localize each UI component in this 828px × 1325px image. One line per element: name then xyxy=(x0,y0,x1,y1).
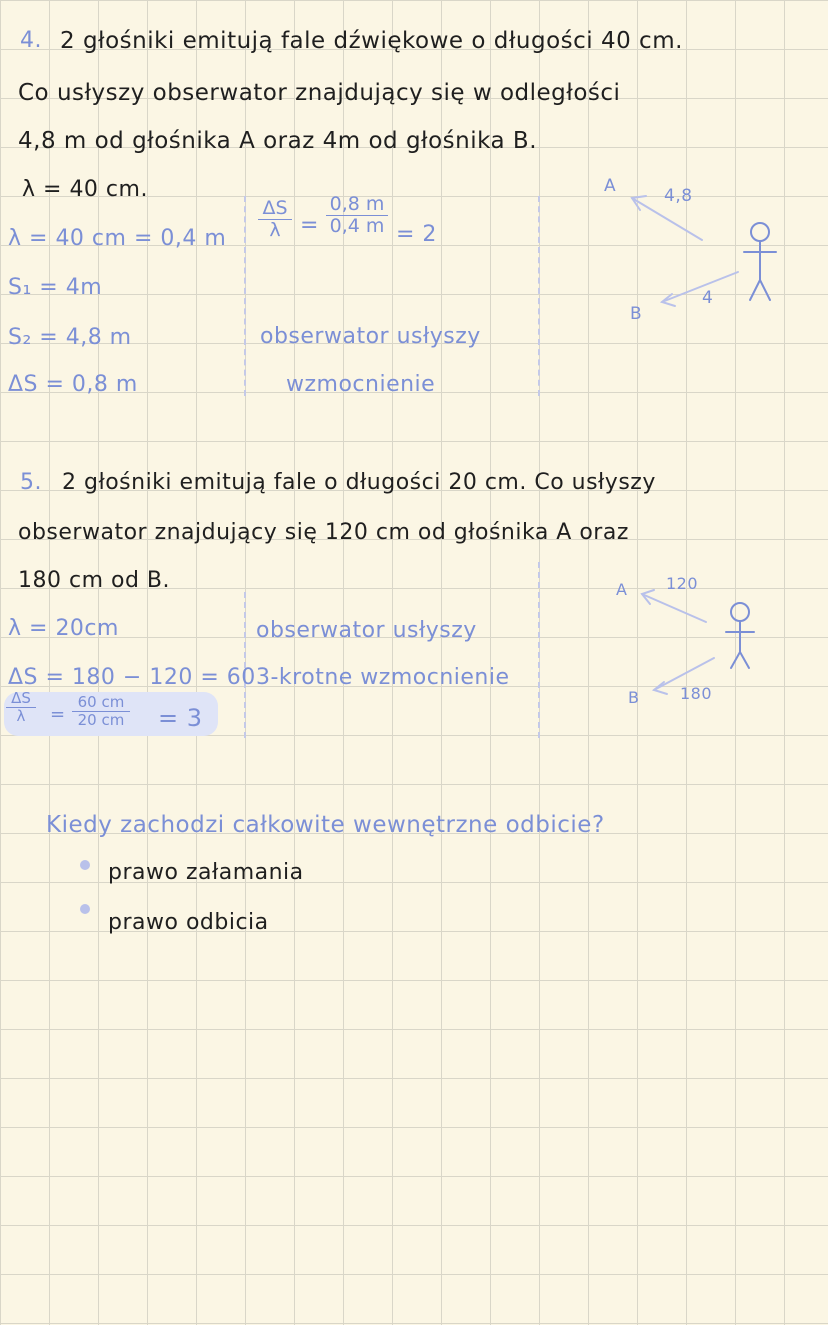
task4-label-a: A xyxy=(604,176,617,196)
task4-result: = 2 xyxy=(396,222,437,247)
task4-ds: ΔS = 0,8 m xyxy=(8,372,138,397)
task4-value-num: 0,8 m xyxy=(326,194,388,216)
task4-dist-a: 4,8 xyxy=(664,186,693,206)
task5-line1: 2 głośniki emitują fale o długości 20 cm. Co usłyszy xyxy=(62,470,656,495)
task4-value-den: 0,4 m xyxy=(329,214,385,237)
task4-ratio xyxy=(258,198,292,241)
task4-ratio-eq: = xyxy=(300,213,319,238)
task4-line3: 4,8 m od głośnika A oraz 4m od głośnika B. xyxy=(18,128,538,154)
task5-lambda: λ = 20cm xyxy=(8,616,119,641)
task5-value-num: 60 cm xyxy=(72,694,130,712)
question-bullet-1: prawo załamania xyxy=(108,860,304,885)
task4-value xyxy=(326,194,388,237)
task4-conclusion-2: wzmocnienie xyxy=(286,372,436,397)
task4-s2: S₂ = 4,8 m xyxy=(8,325,132,350)
task4-conclusion-1: obserwator usłyszy xyxy=(260,324,481,349)
task5-dist-b: 180 xyxy=(680,684,713,703)
task4-line2: Co usłyszy obserwator znajdujący się w odległości xyxy=(18,80,621,106)
task4-number: 4. xyxy=(20,28,42,53)
task5-number: 5. xyxy=(20,470,42,495)
bullet-icon xyxy=(80,904,90,914)
task4-label-b: B xyxy=(630,304,643,324)
task4-lambda: λ = 40 cm = 0,4 m xyxy=(8,226,227,251)
task5-result: = 3 xyxy=(158,704,203,732)
task5-dist-a: 120 xyxy=(666,574,699,593)
task5-conclusion-2: 3-krotne wzmocnienie xyxy=(256,665,510,690)
task4-divider-left xyxy=(244,196,246,396)
task4-ratio-den: λ xyxy=(269,218,281,241)
task4-ratio-num: ΔS xyxy=(258,198,292,220)
task5-ratio-den: λ xyxy=(16,706,26,725)
bullet-icon xyxy=(80,860,90,870)
task5-divider-right xyxy=(538,562,540,738)
task5-label-a: A xyxy=(616,580,628,599)
task5-stick-figure xyxy=(726,603,754,668)
task4-s1: S₁ = 4m xyxy=(8,275,103,300)
task5-line2: obserwator znajdujący się 120 cm od głośnika A oraz xyxy=(18,520,629,545)
question-bullet-2: prawo odbicia xyxy=(108,910,269,935)
task5-ratio xyxy=(6,690,36,724)
task5-value xyxy=(72,694,130,728)
task4-stick-figure xyxy=(744,223,776,300)
task5-label-b: B xyxy=(628,688,640,707)
task5-line3: 180 cm od B. xyxy=(18,568,171,593)
task4-dist-b: 4 xyxy=(702,288,714,308)
task5-ratio-num: ΔS xyxy=(6,690,36,708)
task5-ds: ΔS = 180 − 120 = 60 xyxy=(8,665,256,690)
task5-ratio-eq: = xyxy=(50,704,66,725)
question-title: Kiedy zachodzi całkowite wewnętrzne odbicie? xyxy=(46,812,605,838)
task4-divider-right xyxy=(538,196,540,396)
task5-conclusion-1: obserwator usłyszy xyxy=(256,618,477,643)
task4-given: λ = 40 cm. xyxy=(22,177,148,202)
task4-line1: 2 głośniki emitują fale dźwiękowe o długości 40 cm. xyxy=(60,28,683,54)
task5-value-den: 20 cm xyxy=(77,710,125,729)
